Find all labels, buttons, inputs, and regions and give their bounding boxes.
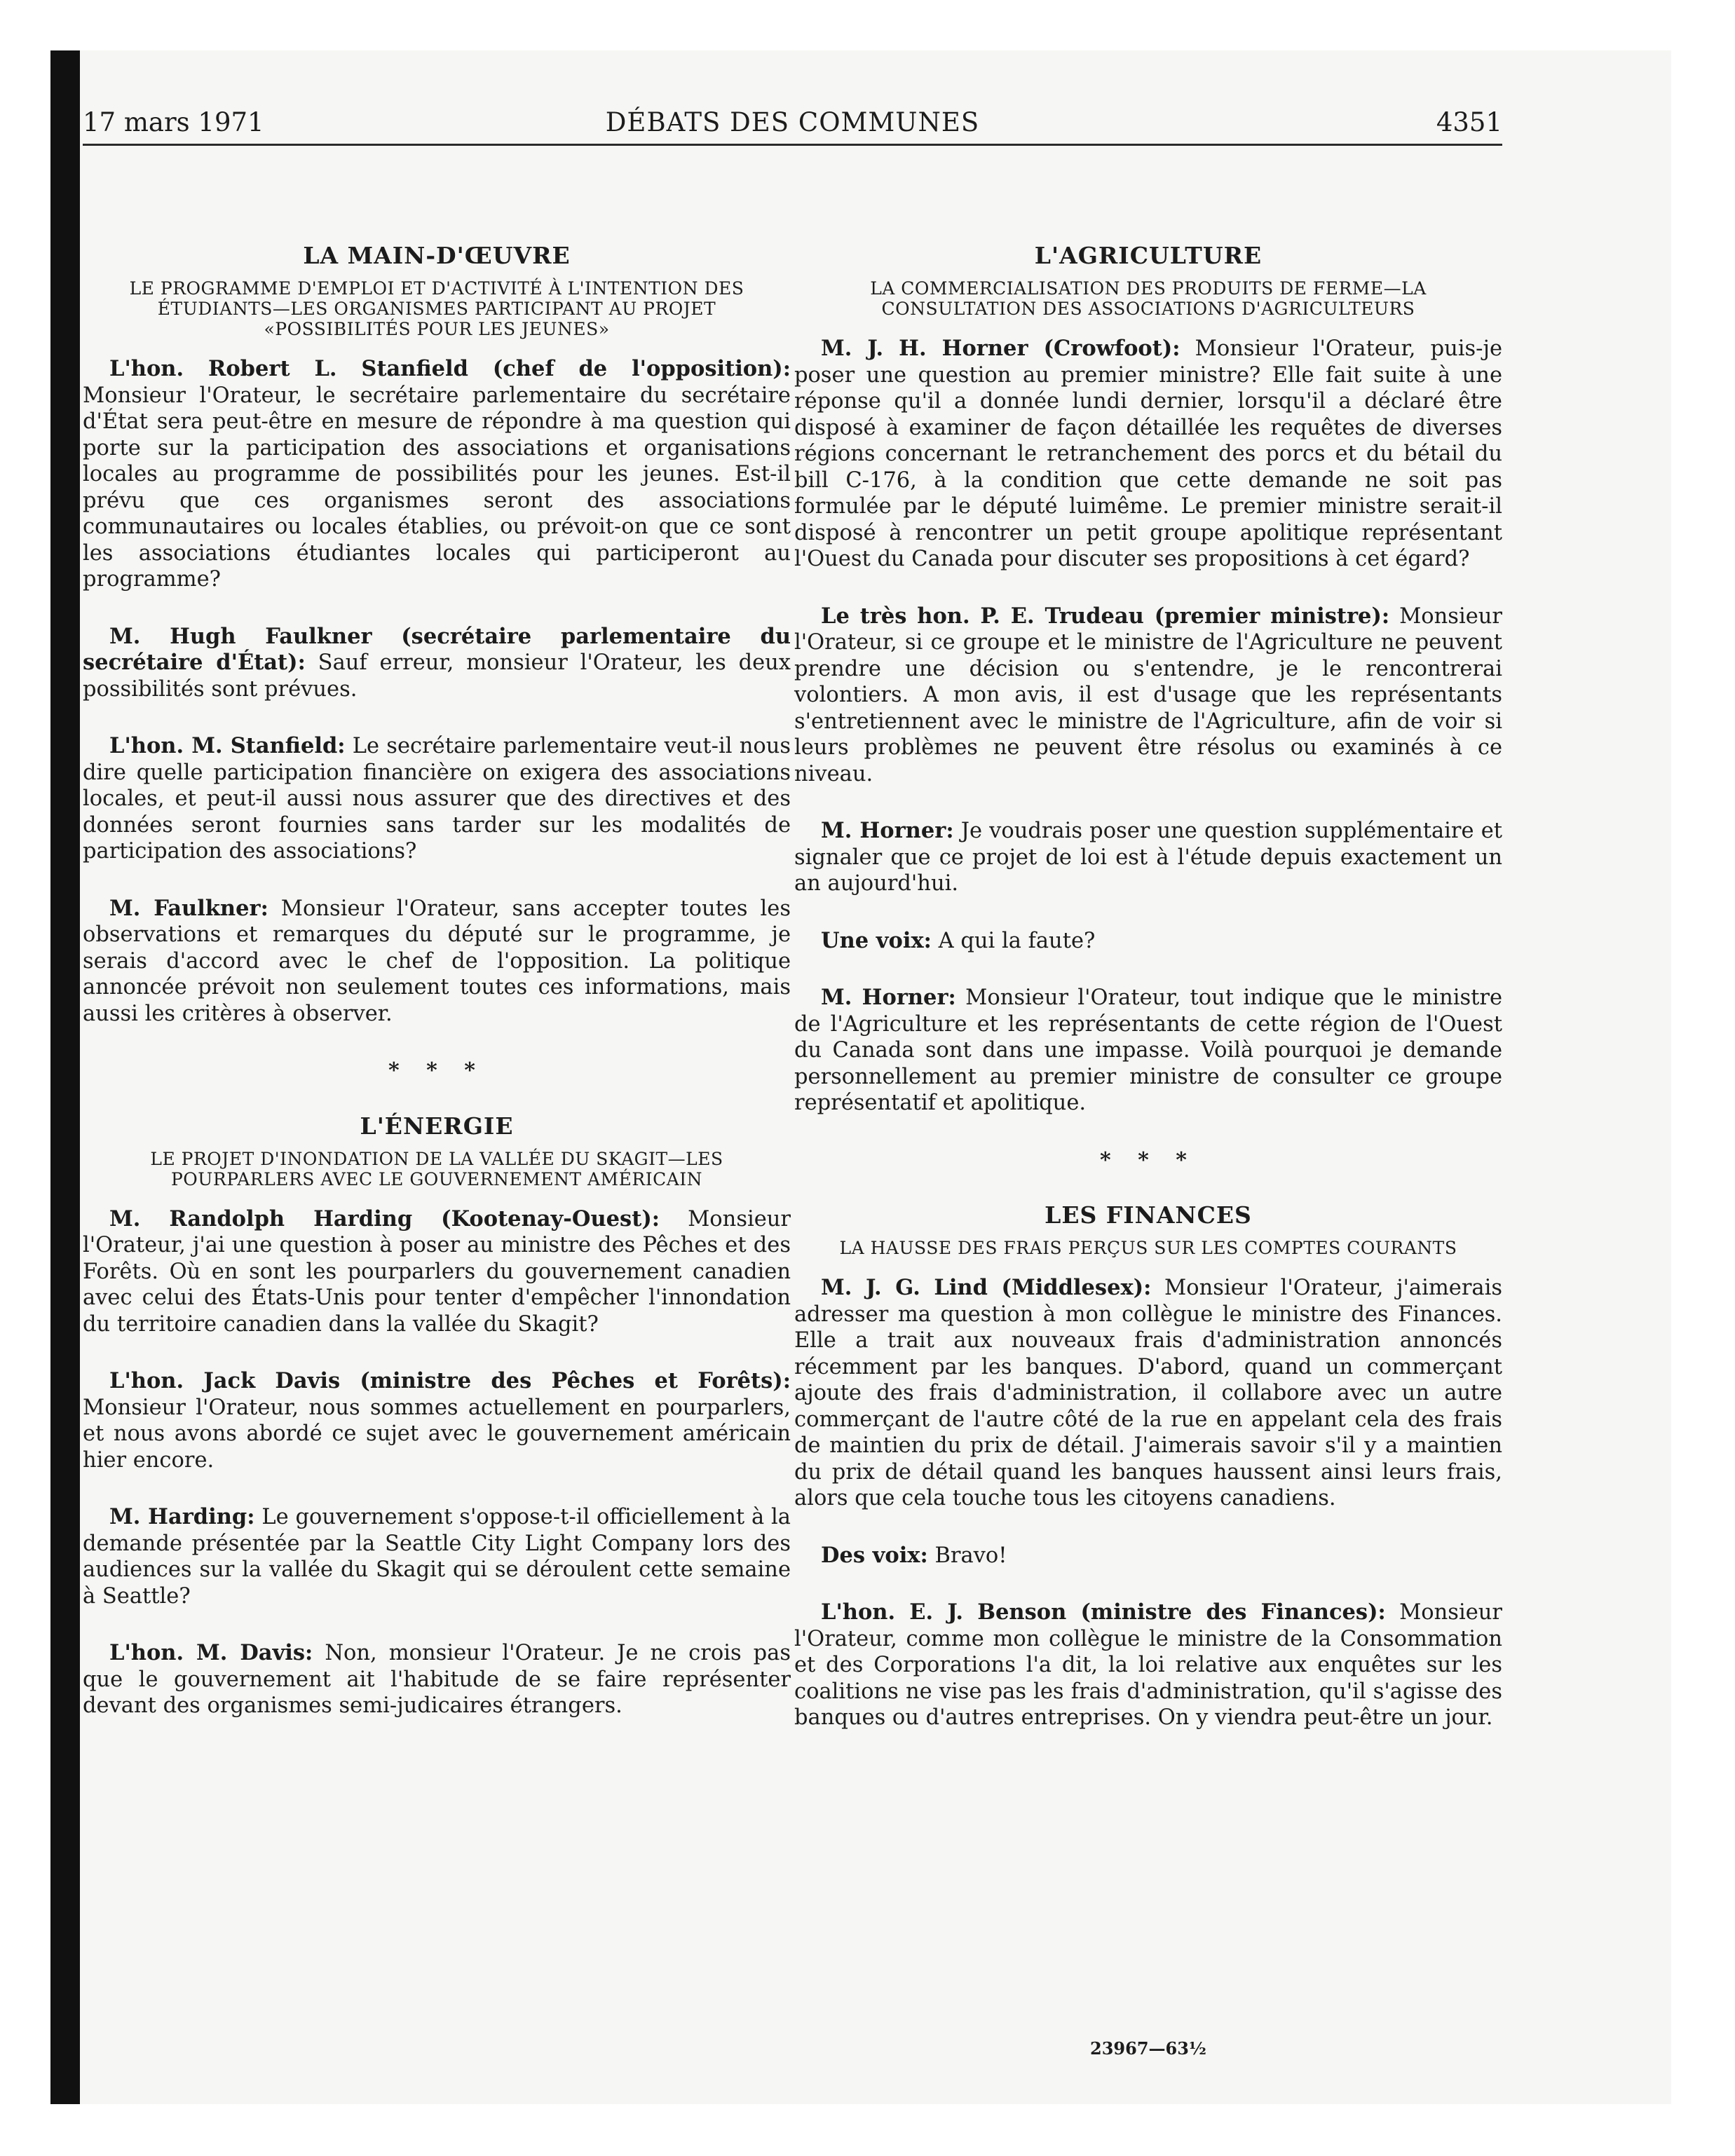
speech — [794, 1599, 1502, 1731]
speech-text: Monsieur l'Orateur, nous sommes actuellement en pourparlers, et nous avons abordé ce sujet avec le gouvernement américain hier encore. — [83, 1395, 791, 1473]
speaker: L'hon. Robert L. Stanfield (chef de l'opposition): — [109, 356, 791, 381]
section-title: LES FINANCES — [1045, 1201, 1252, 1229]
speech — [794, 1275, 1502, 1512]
printer-code: 23967—63½ — [1090, 2038, 1206, 2059]
speech-text: Monsieur l'Orateur, si ce groupe et le ministre de l'Agriculture ne peuvent prendre une décision ou s'entendre, je le rencontrerai volontiers. A mon avis, il est d'usage que les représentants s'entretiennent avec le ministre de l'Agriculture, afin de voir si leurs problèmes ne peuvent être résolus ou examinés à ce niveau. — [794, 603, 1502, 786]
speech — [83, 356, 791, 593]
speech — [83, 1504, 791, 1609]
speech — [794, 985, 1502, 1117]
speech-text: A qui la faute? — [931, 928, 1096, 953]
speaker: L'hon. M. Stanfield: — [109, 733, 346, 758]
header-journal: DÉBATS DES COMMUNES — [605, 107, 980, 137]
speech — [794, 1543, 1502, 1569]
speech — [83, 1640, 791, 1719]
speaker: L'hon. E. J. Benson (ministre des Finances): — [821, 1599, 1386, 1625]
page-header — [83, 102, 1502, 146]
section-title: LA MAIN-D'ŒUVRE — [303, 242, 571, 269]
speaker: M. Hugh Faulkner (secrétaire parlementaire du secrétaire d'État): — [83, 623, 791, 675]
section-subtitle: LA HAUSSE DES FRAIS PERÇUS SUR LES COMPTES COURANTS — [839, 1238, 1457, 1258]
section-subtitle: LE PROJET D'INONDATION DE LA VALLÉE DU SKAGIT—LES POURPARLERS AVEC LE GOUVERNEMENT AMÉRICAIN — [150, 1148, 723, 1189]
section-separator: * * * — [1100, 1147, 1197, 1173]
speech — [794, 818, 1502, 897]
header-page-number: 4351 — [1436, 107, 1502, 137]
speech-text: Le secrétaire parlementaire veut-il nous dire quelle participation financière on exigera des associations locales, et peut-il aussi nous assurer que des directives et des données seront fournies sans tarder sur les modalités de participation des associations? — [83, 734, 791, 864]
speech — [83, 733, 791, 865]
speech — [794, 928, 1502, 955]
section-subtitle: LA COMMERCIALISATION DES PRODUITS DE FERME—LA CONSULTATION DES ASSOCIATIONS D'AGRICULTEURS — [870, 278, 1427, 319]
speaker: M. J. H. Horner (Crowfoot): — [821, 336, 1181, 361]
section-title: L'AGRICULTURE — [1034, 242, 1263, 269]
speech-text: Monsieur l'Orateur, j'ai une question à poser au ministre des Pêches et des Forêts. Où en sont les pourparlers du gouvernement canadien avec celui des États-Unis pour tenter d'empêcher l'innondation du territoire canadien dans la vallée du Skagit? — [83, 1206, 791, 1337]
speech-text: Sauf erreur, monsieur l'Orateur, les deux possibilités sont prévues. — [83, 650, 791, 702]
speaker: Des voix: — [821, 1542, 928, 1568]
speaker: L'hon. M. Davis: — [109, 1640, 313, 1665]
speech-text: Monsieur l'Orateur, j'aimerais adresser ma question à mon collègue le ministre des Finances. Elle a trait aux nouveaux frais d'administration annoncés récemment par les banques. D'abord, quand un commerçant ajoute des frais d'administration, il collabore avec un autre commerçant de l'autre côté de la rue en appelant cela des frais de maintien du prix de détail. J'aimerais savoir s'il y a maintien du prix de détail quand les banques haussent ainsi leurs frais, alors que cela touche tous les citoyens canadiens. — [794, 1276, 1502, 1510]
scan-border — [50, 50, 80, 2104]
speaker: M. J. G. Lind (Middlesex): — [821, 1275, 1152, 1300]
speaker: M. Horner: — [821, 818, 954, 843]
speech-text: Monsieur l'Orateur, puis-je poser une question au premier ministre? Elle fait suite à une réponse qu'il a donnée lundi dernier, lorsqu'il a déclaré être disposé à examiner de façon détaillée les requêtes de diverses régions concernant le retranchement des porcs et du bétail du bill C-176, à la condition que cette demande ne soit pas formulée par le député luimême. Le premier ministre serait-il disposé à rencontrer un petit groupe apolitique représentant l'Ouest du Canada pour discuter ses propositions à cet égard? — [794, 336, 1502, 571]
speaker: M. Horner: — [821, 985, 956, 1010]
speaker: L'hon. Jack Davis (ministre des Pêches et Forêts): — [109, 1368, 791, 1393]
section-title: L'ÉNERGIE — [360, 1112, 514, 1140]
speech-text: Bravo! — [927, 1543, 1007, 1568]
speaker: Le très hon. P. E. Trudeau (premier ministre): — [821, 603, 1390, 629]
speech — [794, 336, 1502, 573]
speech-text: Monsieur l'Orateur, sans accepter toutes les observations et remarques du député sur le programme, je serais d'accord avec le chef de l'opposition. La politique annoncée prévoit non seulement toutes ces informations, mais aussi les critères à observer. — [83, 896, 791, 1026]
left-column — [83, 242, 791, 1750]
right-column — [794, 242, 1502, 1762]
speech — [83, 624, 791, 703]
speech — [83, 1206, 791, 1338]
speaker: M. Faulkner: — [109, 895, 268, 921]
speech — [83, 1368, 791, 1473]
speech-text: Monsieur l'Orateur, tout indique que le ministre de l'Agriculture et les représentants de cette région de l'Ouest du Canada sont dans une impasse. Voilà pourquoi je demande personnellement au premier ministre de consulter ce groupe représentatif et apolitique. — [794, 985, 1502, 1115]
section-separator: * * * — [388, 1058, 485, 1083]
speech-text: Monsieur l'Orateur, comme mon collègue le ministre de la Consommation et des Corporations l'a dit, la loi relative aux enquêtes sur les coalitions ne vise pas les frais d'administration, qu'il s'agisse des banques ou d'autres entreprises. On y viendra peut-être un jour. — [794, 1600, 1502, 1730]
speech-text: Je voudrais poser une question supplémentaire et signaler que ce projet de loi est à l'étude depuis exactement un an aujourd'hui. — [794, 819, 1502, 896]
speech-text: Monsieur l'Orateur, le secrétaire parlementaire du secrétaire d'État sera peut-être en mesure de répondre à ma question qui porte sur la participation des associations et organisations locales au programme de possibilités pour les jeunes. Est-il prévu que ces organismes seront des associations communautaires ou locales établies, ou prévoit-on que ce sont les associations étudiantes locales qui participeront au programme? — [83, 383, 791, 592]
speaker: Une voix: — [821, 927, 932, 953]
section-subtitle: LE PROGRAMME D'EMPLOI ET D'ACTIVITÉ À L'INTENTION DES ÉTUDIANTS—LES ORGANISMES PARTICIPANT AU PROJET «POSSIBILITÉS POUR LES JEUNES» — [129, 278, 744, 339]
speaker: M. Harding: — [109, 1504, 255, 1529]
speaker: M. Randolph Harding (Kootenay-Ouest): — [109, 1206, 660, 1231]
speech-text: Non, monsieur l'Orateur. Je ne crois pas que le gouvernement ait l'habitude de se faire représenter devant des organismes semi-judicaires étrangers. — [83, 1641, 791, 1718]
speech-text: Le gouvernement s'oppose-t-il officiellement à la demande présentée par la Seattle City Light Company lors des audiences sur la vallée du Skagit qui se déroulent cette semaine à Seattle? — [83, 1505, 791, 1609]
speech — [794, 603, 1502, 788]
header-date: 17 mars 1971 — [83, 107, 264, 137]
speech — [83, 896, 791, 1028]
